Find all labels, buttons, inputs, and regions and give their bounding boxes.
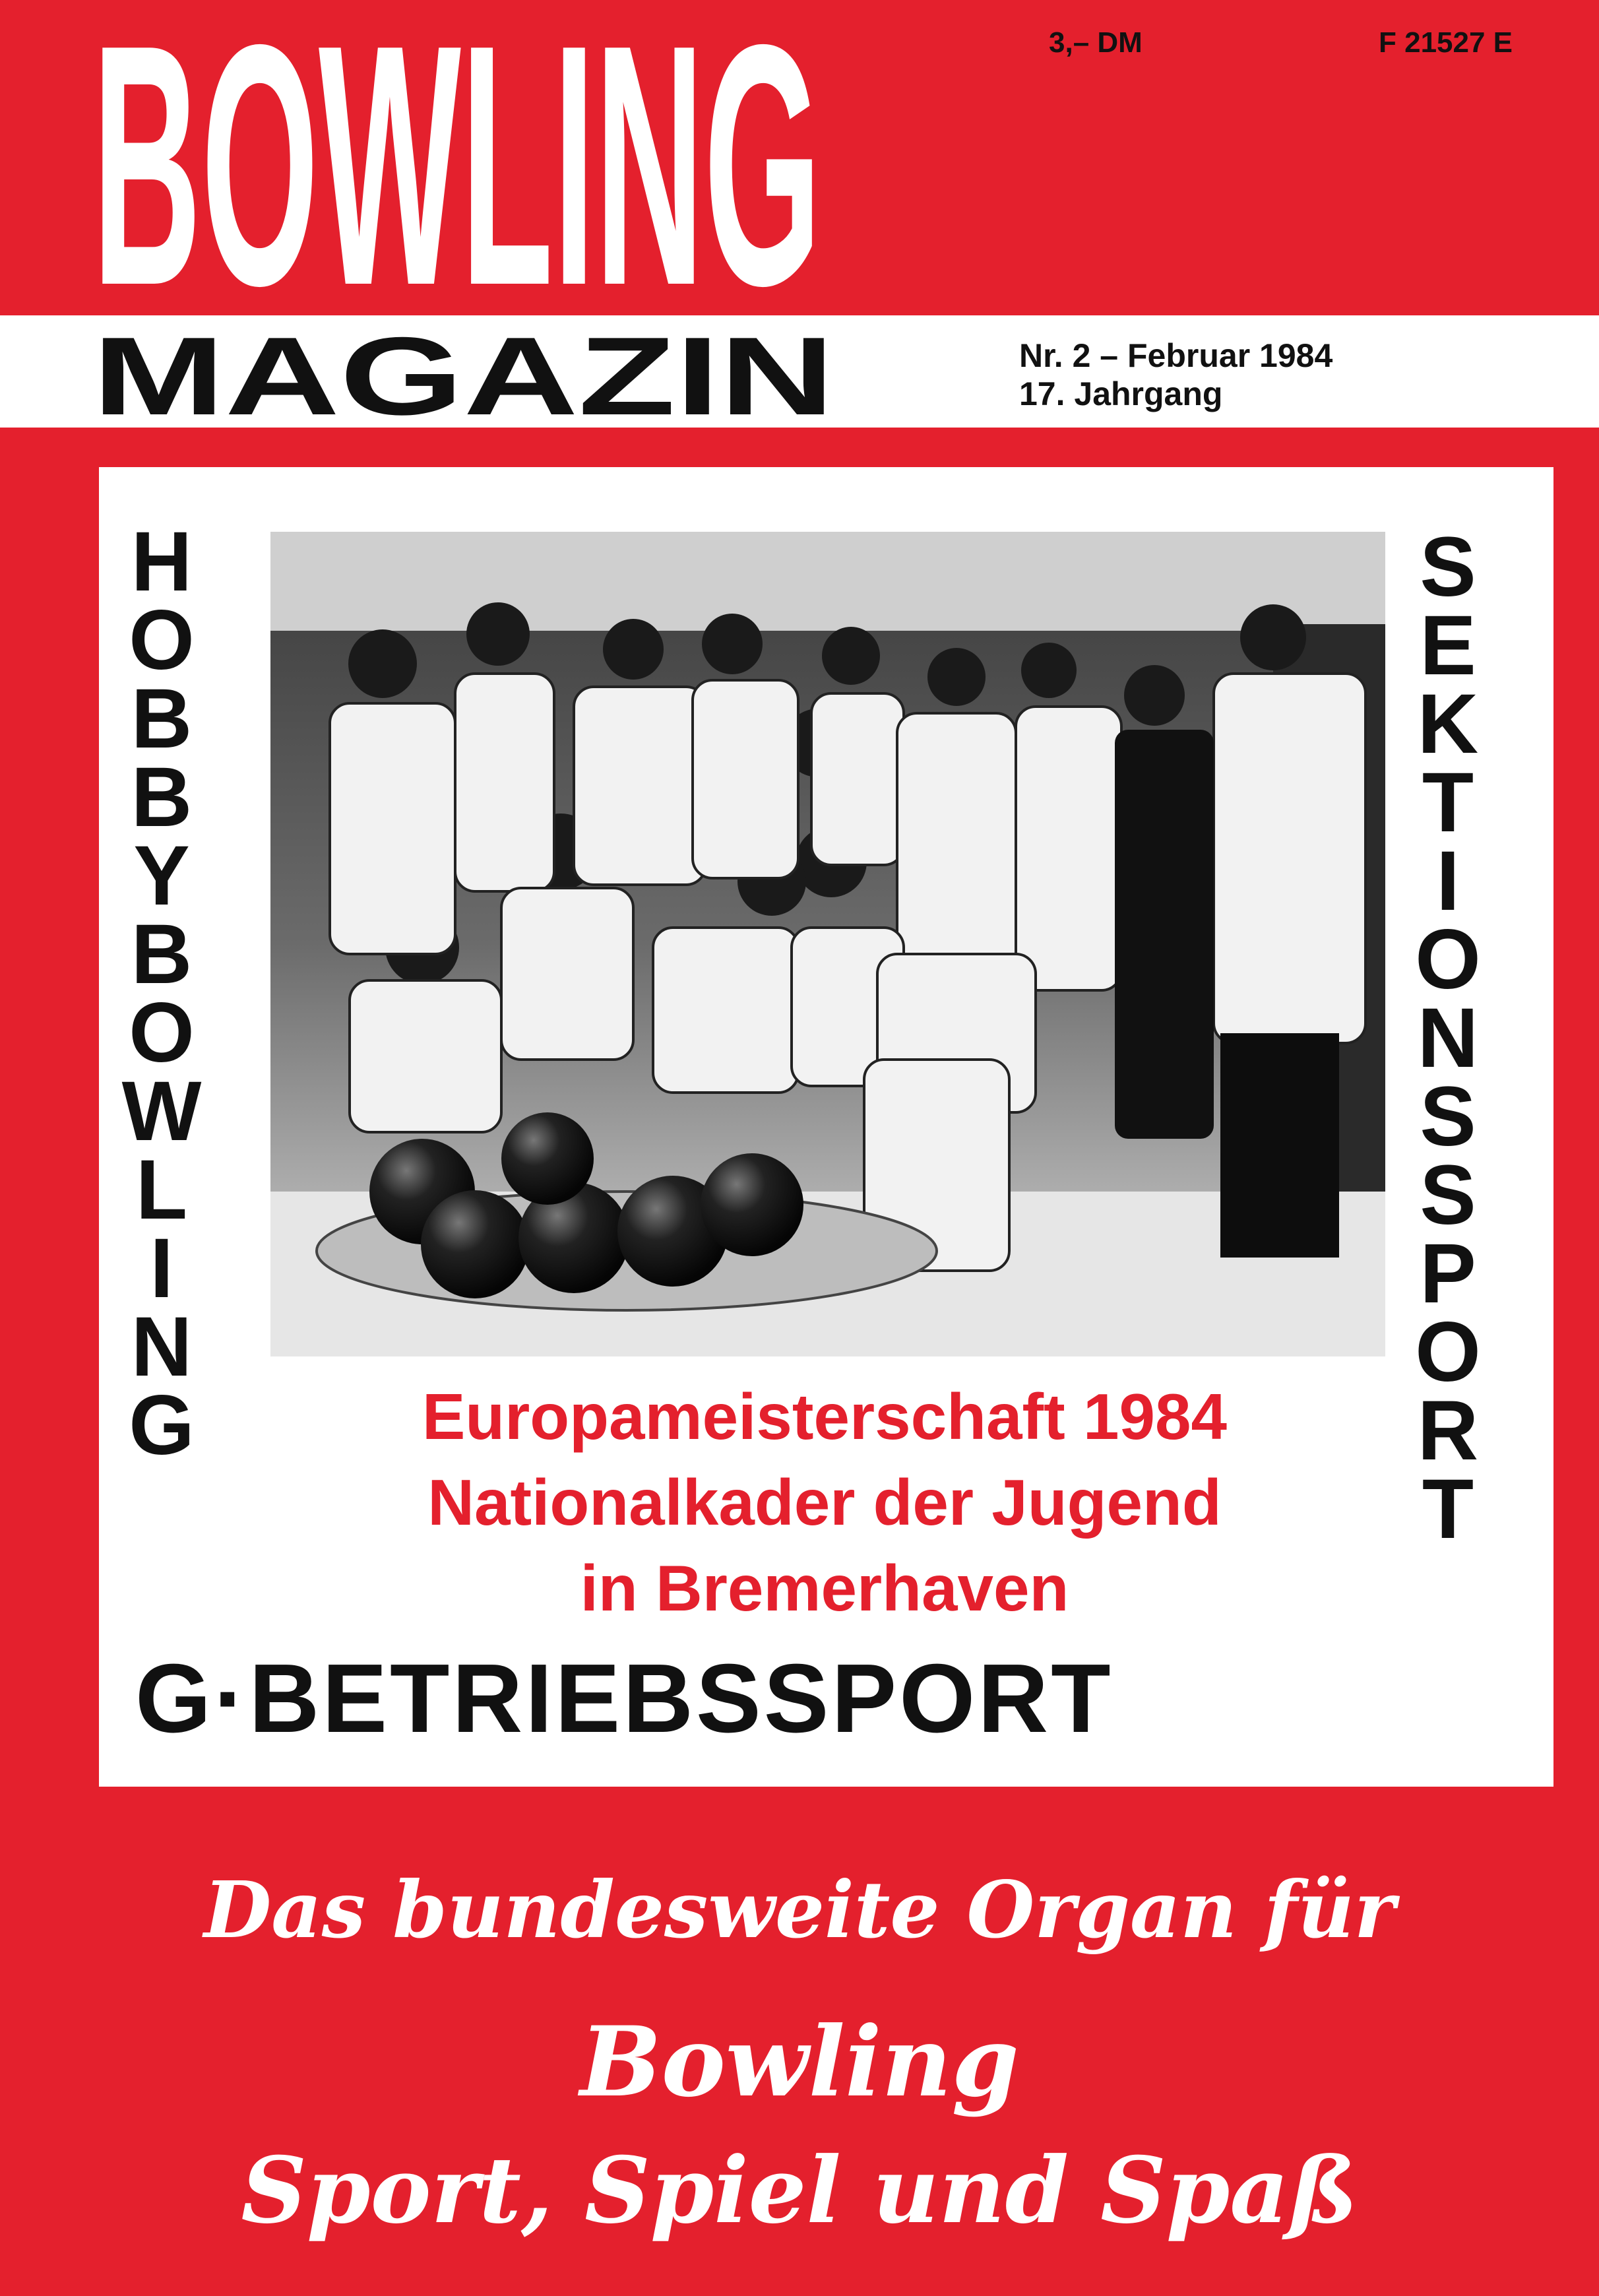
side-letter: W <box>121 1064 202 1159</box>
side-letter: S <box>1420 1069 1476 1164</box>
slogan-line-2: Bowling <box>580 2006 1019 2119</box>
side-letter: E <box>1420 598 1476 693</box>
side-letter: H <box>131 515 193 609</box>
side-text-right <box>1398 520 1497 1556</box>
team-photo <box>270 532 1385 1356</box>
side-letter: G <box>129 1378 195 1473</box>
side-letter: S <box>1420 520 1476 614</box>
side-letter: O <box>1415 1305 1481 1399</box>
side-letter: I <box>1436 834 1460 928</box>
side-letter: S <box>1420 1148 1476 1242</box>
side-letter: P <box>1420 1227 1476 1321</box>
side-letter: N <box>131 1300 193 1394</box>
issue-number: Nr. 2 – Februar 1984 <box>1019 337 1333 374</box>
side-letter: N <box>1417 991 1479 1085</box>
masthead-subtitle <box>92 315 838 428</box>
headline-line-3: in Bremerhaven <box>580 1552 1069 1624</box>
bottom-band-text: G·BETRIEBSSPORT <box>135 1644 1113 1753</box>
slogan-line-3: Sport, Spiel und Spaß <box>241 2136 1358 2244</box>
headline-line-2: Nationalkader der Jugend <box>427 1466 1222 1539</box>
side-letter: T <box>1422 1462 1474 1556</box>
side-letter: B <box>131 750 193 845</box>
side-letter: L <box>135 1143 188 1237</box>
side-letter: O <box>1415 912 1481 1007</box>
side-letter: I <box>150 1221 173 1316</box>
price-label: 3,– DM <box>1049 26 1143 59</box>
side-letter: K <box>1417 677 1479 771</box>
issue-info <box>1019 336 1332 413</box>
side-letter: T <box>1422 755 1474 850</box>
masthead-title-text: BOWLING <box>92 20 821 303</box>
masthead-title <box>92 20 825 303</box>
slogan-line-1: Das bundesweite Organ für <box>203 1864 1396 1956</box>
postal-code: F 21527 E <box>1379 26 1513 59</box>
side-letter: R <box>1417 1384 1479 1478</box>
side-letter: B <box>131 907 193 1002</box>
side-letter: Y <box>133 829 190 923</box>
side-text-left <box>112 515 211 1473</box>
headline-line-1: Europameisterschaft 1984 <box>422 1380 1228 1453</box>
masthead-subtitle-text: MAGAZIN <box>92 315 834 428</box>
side-letter: O <box>129 593 195 687</box>
side-letter: B <box>131 672 193 766</box>
volume-number: 17. Jahrgang <box>1019 375 1223 412</box>
side-letter: O <box>129 986 195 1080</box>
